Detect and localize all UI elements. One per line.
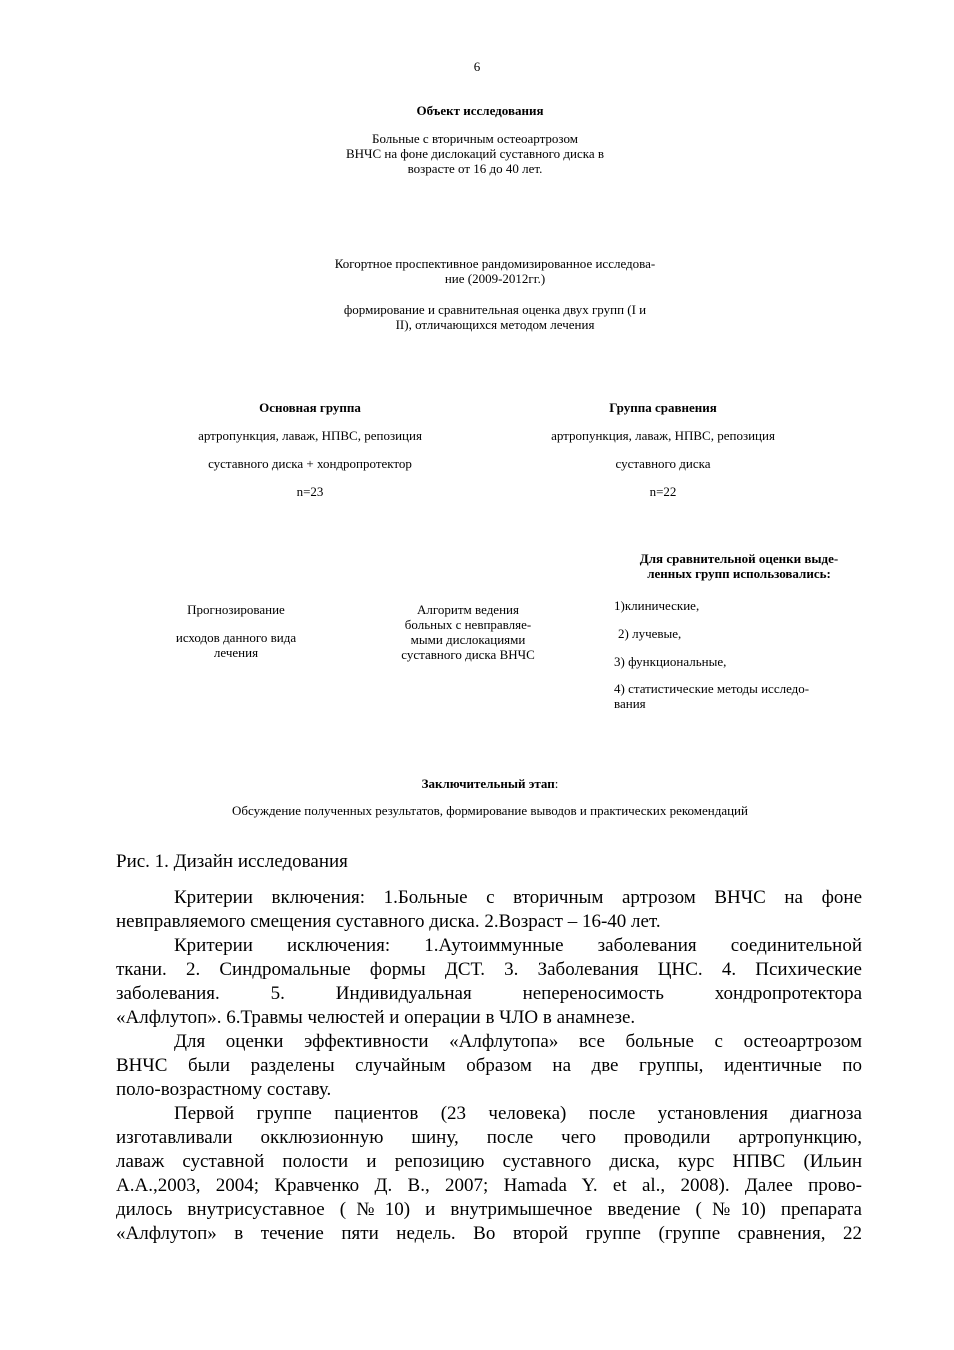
methods-title-line-1: Для сравнительной оценки выде- (639, 551, 839, 566)
main-group-title: Основная группа (259, 400, 361, 415)
methods-title-line-2: ленных групп использовались: (647, 566, 831, 581)
paragraph-line: Критерии исключения: 1.Аутоиммунные заболевания соединительной (174, 935, 862, 956)
object-line: ВНЧС на фоне дислокаций суставного диска в (345, 146, 605, 161)
methods-item-2: 2) лучевые, (618, 626, 682, 641)
object-title: Объект исследования (416, 103, 544, 118)
methods-item-1: 1)клинические, (614, 598, 700, 613)
cohort-line-2: ние (2009-2012гг.) (444, 271, 546, 286)
comparison-group-title: Группа сравнения (609, 400, 717, 415)
paragraph-line: лаваж суставной полости и репозицию суставного диска, курс НПВС (Ильин (116, 1151, 862, 1172)
main-group-n: n=23 (296, 484, 324, 499)
final-stage-title-text: Заключительный этап (421, 776, 555, 791)
page-number: 6 (473, 59, 481, 74)
paragraph-line: невправляемого смещения суставного диска. 2.Возраст – 16-40 лет. (116, 911, 661, 932)
cohort-block (260, 256, 730, 286)
main-group-block (110, 400, 510, 499)
algorithm-block (368, 602, 568, 662)
paragraph-line: ткани. 2. Синдромальные формы ДСТ. 3. Заболевания ЦНС. 4. Психические (116, 959, 862, 980)
cohort-line-4: II), отличающихся методом лечения (395, 317, 595, 332)
object-line: Больные с вторичным остеоартрозом (372, 131, 578, 146)
algorithm-line-3: мыми дислокациями (410, 632, 526, 647)
paragraph-line: А.А.,2003, 2004; Кравченко Д. В., 2007; Hamada Y. et al., 2008). Далее прово- (116, 1175, 862, 1196)
cohort-line-1: Когортное проспективное рандомизированное исследова- (334, 256, 656, 271)
methods-item-3: 3) функциональные, (614, 654, 727, 669)
paragraph-line: «Алфлутоп» в течение пяти недель. Во второй группе (группе сравнения, 22 (116, 1223, 862, 1244)
methods-item-4: 4) статистические методы исследо- (614, 681, 810, 696)
cohort-line-3: формирование и сравнительная оценка двух групп (I и (343, 302, 647, 317)
algorithm-line-1: Алгоритм ведения (417, 602, 519, 617)
figure-caption: Рис. 1. Дизайн исследования (116, 851, 348, 872)
paragraph-line: Первой группе пациентов (23 человека) после установления диагноза (174, 1103, 862, 1124)
paragraph-line: ВНЧС были разделены случайным образом на две группы, идентичные по (116, 1055, 862, 1076)
forecast-line-3: лечения (213, 645, 259, 660)
cohort-purpose (260, 302, 730, 332)
main-group-line-2: суставного диска + хондропротектор (208, 456, 412, 471)
forecast-line-1: Прогнозирование (187, 602, 285, 617)
paragraph-line: изготавливали окклюзионную шину, после чего проводили артропункцию, (116, 1127, 862, 1148)
algorithm-line-4: суставного диска ВНЧС (401, 647, 535, 662)
paragraph-line: «Алфлутоп». 6.Травмы челюстей и операции в ЧЛО в анамнезе. (116, 1007, 636, 1028)
main-group-line-1: артропункция, лаваж, НПВС, репозиция (198, 428, 422, 443)
paragraph-line: дилось внутрисуставное (№10) и внутримышечное введение (№10) препарата (116, 1199, 862, 1220)
forecast-line-2: исходов данного вида (175, 630, 297, 645)
final-stage-text: Обсуждение полученных результатов, формирование выводов и практических рекомендаций (232, 803, 748, 818)
comparison-group-line-2: суставного диска (615, 456, 711, 471)
methods-title (604, 551, 874, 581)
comparison-group-n: n=22 (649, 484, 677, 499)
paragraph-line: заболевания. 5. Индивидуальная непереносимость хондропротектора (116, 983, 862, 1004)
paragraph-line: поло-возрастному составу. (116, 1079, 332, 1100)
methods-list (614, 598, 874, 711)
methods-item-4-cont: вания (614, 696, 646, 711)
algorithm-line-2: больных с невправляе- (404, 617, 532, 632)
object-description (250, 131, 700, 176)
final-stage-title (300, 776, 680, 791)
comparison-group-block (463, 400, 863, 499)
forecast-block (136, 602, 336, 660)
paragraph-line: Критерии включения: 1.Больные с вторичным артрозом ВНЧС на фоне (174, 887, 862, 908)
paragraph-line: Для оценки эффективности «Алфлутопа» все больные с остеоартрозом (174, 1031, 862, 1052)
object-line: возрасте от 16 до 40 лет. (407, 161, 543, 176)
comparison-group-line-1: артропункция, лаваж, НПВС, репозиция (551, 428, 775, 443)
body-text (116, 886, 862, 1246)
final-stage-colon: : (554, 776, 559, 791)
